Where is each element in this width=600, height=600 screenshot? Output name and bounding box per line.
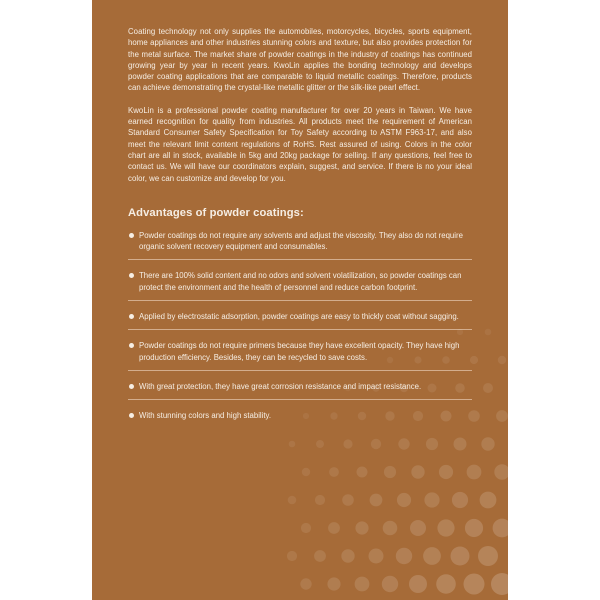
advantage-text: With stunning colors and high stability. (139, 411, 272, 421)
bullet-icon (129, 384, 134, 389)
advantage-item (128, 230, 472, 261)
advantage-text: Powder coatings do not require primers because they have excellent opacity. They have high production efficiency. Besides, they can be recycled to save costs. (139, 341, 460, 362)
bullet-icon (129, 343, 134, 348)
advantage-text: Powder coatings do not require any solvents and adjust the viscosity. They also do not require organic solvent recovery equipment and consumables. (139, 230, 463, 252)
bullet-icon (129, 314, 134, 319)
bullet-icon (129, 413, 134, 418)
bullet-icon (129, 233, 134, 238)
advantage-item (128, 311, 472, 330)
advantage-text: Applied by electrostatic adsorption, powder coatings are easy to thickly coat without sagging. (139, 312, 459, 322)
brochure-page (92, 0, 508, 600)
advantages-heading: Advantages of powder coatings: (128, 206, 304, 219)
advantage-text: With great protection, they have great corrosion resistance and impact resistance. (139, 381, 422, 391)
page-content (128, 26, 472, 439)
bullet-icon (129, 273, 134, 278)
advantage-item (128, 381, 472, 400)
intro-paragraph-2: KwoLin is a professional powder coating manufacturer for over 20 years in Taiwan. We have earned recognition for quality from industries. All products meet the requirement of American Standard Consumer Safety Specification for Toy Safety according to ASTM F963-17, and also meet the relevant limit content regulations of RoHS. Rest assured of using. Colors in the color chart are all in stock, available in 5kg and 20kg package for selling. If any questions, feel free to contact us. We will have our coordinators explain, suggest, and service. If there is no your ideal color, we can customize and develop for you. (128, 105, 472, 183)
advantages-list (128, 230, 472, 429)
advantage-item (128, 410, 472, 428)
advantage-text: There are 100% solid content and no odors and solvent volatilization, so powder coatings can protect the environment and the health of personnel and reduce carbon footprint. (139, 271, 462, 292)
advantage-item (128, 270, 472, 301)
intro-paragraph-1: Coating technology not only supplies the automobiles, motorcycles, bicycles, sports equipment, home appliances and other industries stunning colors and texture, but also provides protection for the metal surface. The market share of powder coatings in the industry of coatings has continued growing year by year in recent years. KwoLin applies the bonding technology and develops powder coating applications that are comparable to liquid metallic coatings. Therefore, products can achieve demonstrating the crystal-like metallic glitter or the silk-like pearl effect. (128, 27, 472, 93)
advantage-item (128, 340, 472, 371)
